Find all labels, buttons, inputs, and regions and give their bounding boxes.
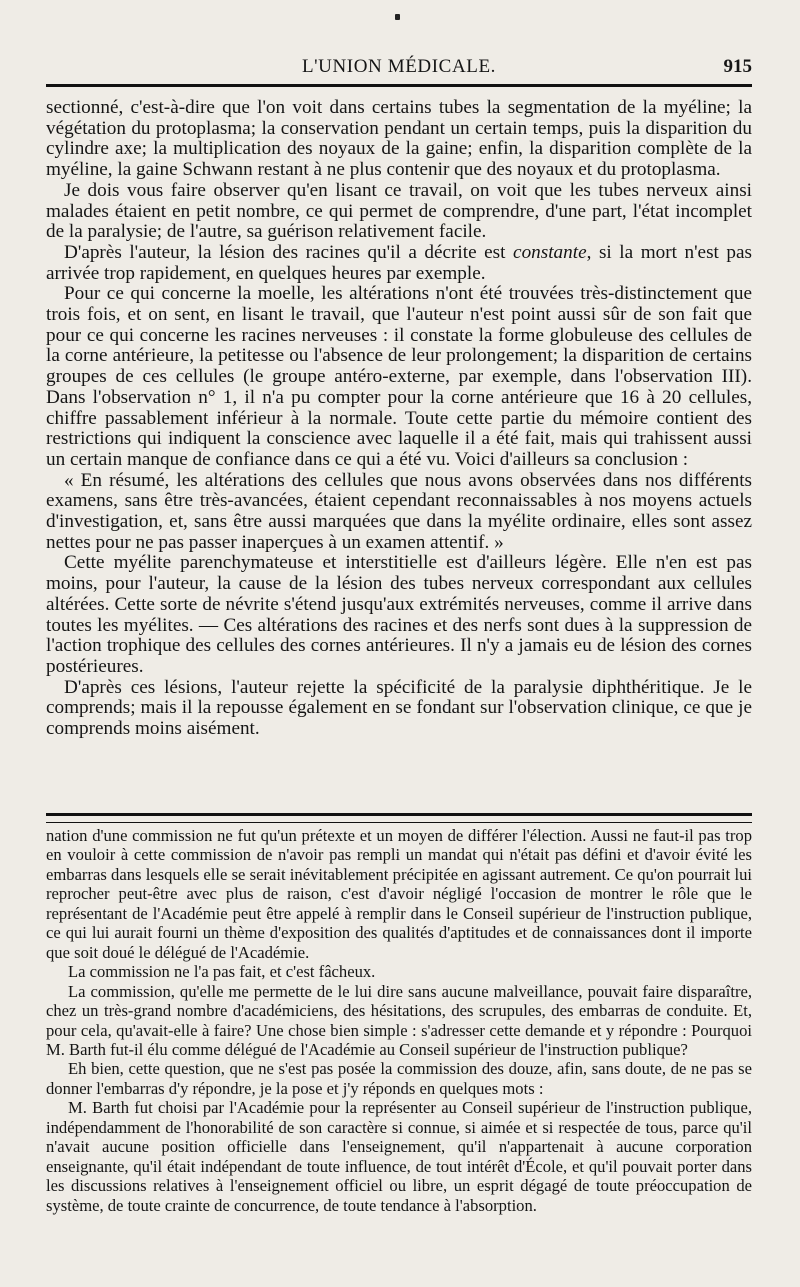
section-separator <box>46 813 752 823</box>
paragraph: Eh bien, cette question, que ne s'est pas posée la commission des douze, afin, sans doute, de ne pas se donner l'embarras d'y répondre, je la pose et j'y réponds en quelques mots : <box>46 1059 752 1098</box>
page-header <box>46 54 752 87</box>
feuilleton-section <box>46 826 752 1215</box>
paragraph: Je dois vous faire observer qu'en lisant ce travail, on voit que les tubes nerveux ainsi malades étaient en petit nombre, ce qui permet de comprendre, d'une part, l'état incomplet de la paralysie; de l'autre, sa guérison relativement facile. <box>46 179 752 243</box>
paragraph <box>46 243 752 284</box>
page-number: 915 <box>723 56 752 77</box>
text-run: D'après l'auteur, la lésion des racines qu'il a décrite est <box>64 241 514 263</box>
paragraph: Pour ce qui concerne la moelle, les altérations n'ont été trouvées très-distinctement que trois fois, et on sent, en lisant le travail, que l'auteur n'est point aussi sûr de son fait que pour ce qui concerne les racines nerveuses : il constate la forme globuleuse des cellules de la corne antérieure, la petitesse ou l'absence de leur prolongement; la disparition de certains groupes de ces cellules (le groupe antéro-externe, par exemple, dans l'observation III). Dans l'observation n° 1, il n'a pu compter pour la corne antérieure que 16 à 20 cellules, chiffre passablement inférieur à la normale. Toute cette partie du mémoire contient des restrictions qui indiquent la conscience avec laquelle il a été fait, mais qui trahissent aussi un certain manque de confiance dans ce qui a été vu. Voici d'ailleurs sa conclusion : <box>46 283 752 470</box>
paragraph: La commission ne l'a pas fait, et c'est fâcheux. <box>68 962 376 982</box>
printer-mark <box>395 14 400 20</box>
paragraph: nation d'une commission ne fut qu'un prétexte et un moyen de différer l'élection. Aussi ne faut-il pas trop en vouloir à cette commission de n'avoir pas rempli un mandat qui n'était pas défini et d'avoir évité les embarras dans lesquels elle se serait inévitablement précipitée en agissant autrement. Ce qu'on pourrait lui reprocher peut-être avec plus de raison, c'est d'avoir négligé l'occasion de montrer le rôle que le représentant de l'Académie peut être appelé à remplir dans le Conseil supérieur de l'instruction publique, ce qui lui aurait fourni un thème d'exposition des qualités d'aptitudes et de connaissances dont il importe que soit doué le délégué de l'Académie. <box>46 826 752 962</box>
main-article <box>46 98 752 740</box>
paragraph: M. Barth fut choisi par l'Académie pour la représenter au Conseil supérieur de l'instruction publique, indépendamment de l'honorabilité de son caractère si connue, si aimée et si respectée de tous, parce qu'il n'avait aucune position officielle dans l'enseignement, qu'il n'appartenait à aucune corporation enseignante, qu'il était indépendant de toute influence, de tout intérêt d'École, et qu'il pouvait porter dans les discussions relatives à l'enseignement officiel ou libre, un esprit dégagé de toute préoccupation de système, de toute crainte de concurrence, de toute tendance à l'absorption. <box>46 1098 752 1215</box>
quotation: « En résumé, les altérations des cellules que nous avons observées dans nos différents examens, sans être très-avancées, étaient cependant reconnaissables à nos moyens actuels d'investigation, et, sans être aussi marquées que dans la myélite ordinaire, elles sont assez nettes pour ne pas passer inaperçues à un examen attentif. » <box>46 469 752 553</box>
paragraph: La commission, qu'elle me permette de le lui dire sans aucune malveillance, pouvait faire disparaître, chez un très-grand nombre d'académiciens, des hésitations, des scrupules, des embarras de conduite. Et, pour cela, qu'avait-elle à faire? Une chose bien simple : s'adresser cette demande et y répondre : Pourquoi M. Barth fut-il élu comme délégué de l'Académie au Conseil supérieur de l'instruction publique? <box>46 981 752 1059</box>
paragraph: sectionné, c'est-à-dire que l'on voit dans certains tubes la segmentation de la myéline; la végétation du protoplasma; la conservation pendant un certain temps, puis la disparition du cylindre axe; la multiplication des noyaux de la gaine; enfin, la disparition complète de la myéline, la gaine Schwann restant à ne plus contenir que des noyaux et du protoplasma. <box>46 97 752 181</box>
emphasis: constante <box>513 241 587 263</box>
text-run: , si la mort n'est pas arrivée trop rapidement, en quelques heures par exemple. <box>46 241 752 284</box>
paragraph: Cette myélite parenchymateuse et interstitielle est d'ailleurs légère. Elle n'en est pas moins, pour l'auteur, la cause de la lésion des tubes nerveux correspondant aux cellules altérées. Cette sorte de névrite s'étend jusqu'aux extrémités nerveuses, comme il arrive dans toutes les myélites. — Ces altérations des racines et des nerfs sont dues à la suppression de l'action trophique des cellules des cornes antérieures. Il n'y a jamais eu de lésion des cornes postérieures. <box>46 552 752 677</box>
paragraph: D'après ces lésions, l'auteur rejette la spécificité de la paralysie diphthéritique. Je le comprends; mais il la repousse également en se fondant sur l'observation clinique, ce que je comprends moins aisément. <box>46 676 752 740</box>
running-title: L'UNION MÉDICALE. <box>301 56 497 77</box>
